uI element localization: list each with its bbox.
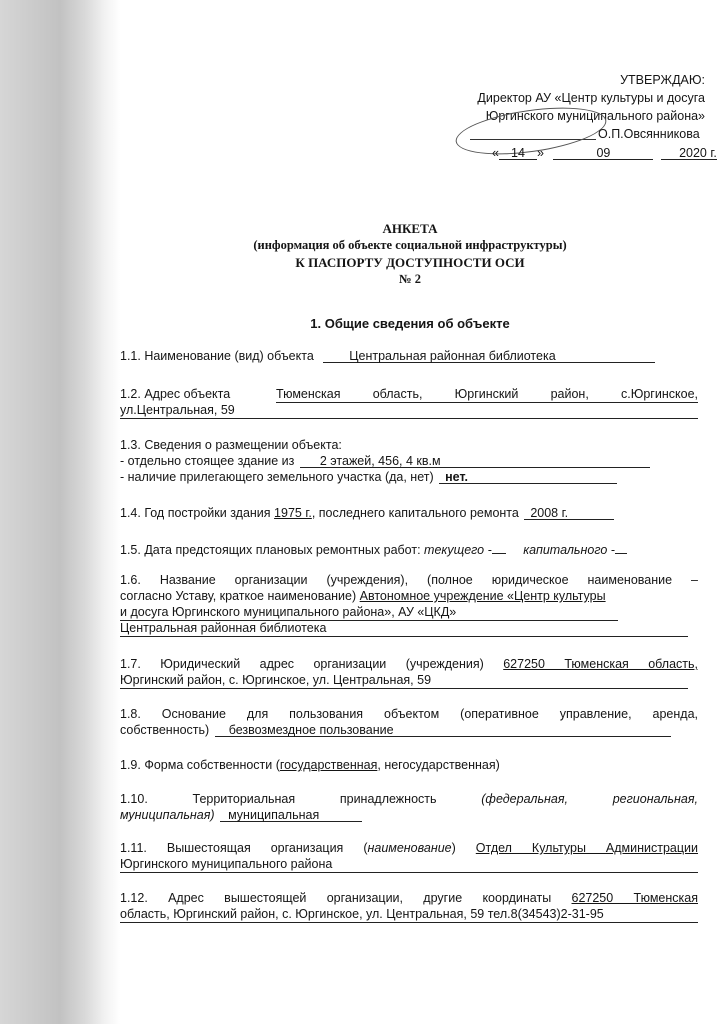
item-1-5-current: текущего - (424, 543, 492, 557)
item-1-10-line1 (120, 792, 698, 807)
approve-district: Юргинского муниципального района» (485, 109, 705, 123)
repair-field (524, 506, 614, 520)
item-1-10-line2 (120, 808, 362, 823)
item-1-5-capital-field (615, 540, 627, 554)
item-1-3-land (120, 470, 617, 485)
item-1-5-current-field (492, 540, 506, 554)
item-1-4 (120, 506, 614, 521)
item-1-10-w1: 1.10. (120, 792, 148, 806)
item-1-11-label: 1.11. Вышестоящая организация ( (120, 841, 368, 855)
approve-date: « 14 » 09 2020 г. (492, 146, 717, 160)
doc-title: АНКЕТА (382, 221, 438, 236)
item-1-6-line1: 1.6. Название организации (учреждения), (полное юридическое наименование – (120, 573, 698, 587)
item-1-9 (120, 758, 500, 773)
date-month: 09 (553, 146, 653, 160)
item-1-1-label: 1.1. Наименование (вид) объекта (120, 349, 314, 363)
item-1-8-line1: 1.8. Основание для пользования объектом (оперативное управление, аренда, (120, 707, 698, 721)
doc-number: № 2 (399, 272, 421, 286)
land-value: нет. (445, 470, 468, 484)
item-1-8-field (215, 723, 671, 737)
item-1-10-value: муниципальная (228, 808, 320, 822)
building-label: - отдельно стоящее здание из (120, 454, 295, 468)
item-1-1-value: Центральная районная библиотека (349, 349, 556, 363)
item-1-2-label: 1.2. Адрес объекта (120, 387, 231, 401)
item-1-6-value2: Автономное учреждение «Центр культуры (359, 589, 606, 603)
item-1-11-value1: Отдел Культуры Администрации (475, 841, 699, 855)
item-1-1-field (323, 349, 655, 363)
section-title: 1. Общие сведения об объекте (310, 316, 510, 331)
item-1-5-capital: капитального - (523, 543, 615, 557)
doc-subtitle: (информация об объекте социальной инфраструктуры) (253, 238, 567, 252)
item-1-2-value-line2: ул.Центральная, 59 (120, 403, 698, 419)
doc-passport: К ПАСПОРТУ ДОСТУПНОСТИ ОСИ (295, 255, 525, 270)
land-field (439, 470, 617, 484)
item-1-7-line2: Юргинский район, с. Юргинское, ул. Центральная, 59 (120, 673, 688, 689)
item-1-8-label2: собственность) (120, 723, 210, 737)
item-1-11-line2: Юргинского муниципального района (120, 857, 698, 873)
item-1-10-w3: принадлежность (339, 792, 437, 806)
item-1-5 (120, 540, 627, 558)
approve-director: Директор АУ «Центр культуры и досуга (477, 91, 705, 105)
date-year: 2020 г. (661, 146, 717, 160)
building-field (300, 454, 650, 468)
item-1-7-label: 1.7. Юридический адрес организации (учреждения) (120, 657, 484, 671)
item-1-10-label2: муниципальная) (120, 808, 215, 822)
item-1-3-building (120, 454, 650, 469)
item-1-9-rest: , негосударственная) (377, 758, 500, 772)
item-1-12-line2: область, Юргинский район, с. Юргинское, ул. Центральная, 59 тел.8(34543)2-31-95 (120, 907, 698, 923)
item-1-12-label: 1.12. Адрес вышестоящей организации, другие координаты (120, 891, 552, 905)
date-day: 14 (499, 146, 537, 160)
item-1-9-label: 1.9. Форма собственности ( (120, 758, 280, 772)
approve-name: О.П.Овсянникова (598, 127, 700, 141)
item-1-11-label-it: наименование (367, 841, 452, 855)
item-1-11-line1 (120, 841, 698, 856)
item-1-7-value1: 627250 Тюменская область, (503, 657, 698, 671)
item-1-10-field (220, 808, 362, 822)
item-1-4-label: 1.4. Год постройки здания (120, 506, 271, 520)
item-1-4-repair: 2008 г. (530, 506, 569, 520)
item-1-5-label: 1.5. Дата предстоящих плановых ремонтных работ: (120, 543, 421, 557)
item-1-12-line1 (120, 891, 698, 906)
item-1-6-label2: согласно Уставу, краткое наименование) (120, 589, 357, 603)
building-value: 2 этажей, 456, 4 кв.м (319, 454, 441, 468)
item-1-6-line3: и досуга Юргинского муниципального района», АУ «ЦКД» (120, 605, 618, 621)
item-1-9-value: государственная (279, 758, 378, 772)
item-1-3-label: 1.3. Сведения о размещении объекта: (120, 438, 342, 452)
item-1-10-w4: (федеральная, (481, 792, 569, 806)
land-label: - наличие прилегающего земельного участка (да, нет) (120, 470, 434, 484)
item-1-12-value1: 627250 Тюменская (571, 891, 698, 905)
item-1-10-w2: Территориальная (192, 792, 296, 806)
approve-heading: УТВЕРЖДАЮ: (620, 73, 705, 87)
item-1-8-value: безвозмездное пользование (228, 723, 394, 737)
item-1-11-label-end: ) (451, 841, 456, 855)
item-1-1 (120, 349, 655, 364)
item-1-2-value-line1: Тюменская область, Юргинский район, с.Юргинское, (276, 387, 698, 401)
item-1-4-built: 1975 г. (274, 506, 312, 520)
item-1-7-line1 (120, 657, 698, 672)
item-1-8-line2 (120, 723, 671, 738)
item-1-6-line2 (120, 589, 606, 604)
item-1-4-mid: , последнего капитального ремонта (311, 506, 519, 520)
item-1-10-w5: региональная, (612, 792, 698, 806)
item-1-6-line4: Центральная районная библиотека (120, 621, 688, 637)
